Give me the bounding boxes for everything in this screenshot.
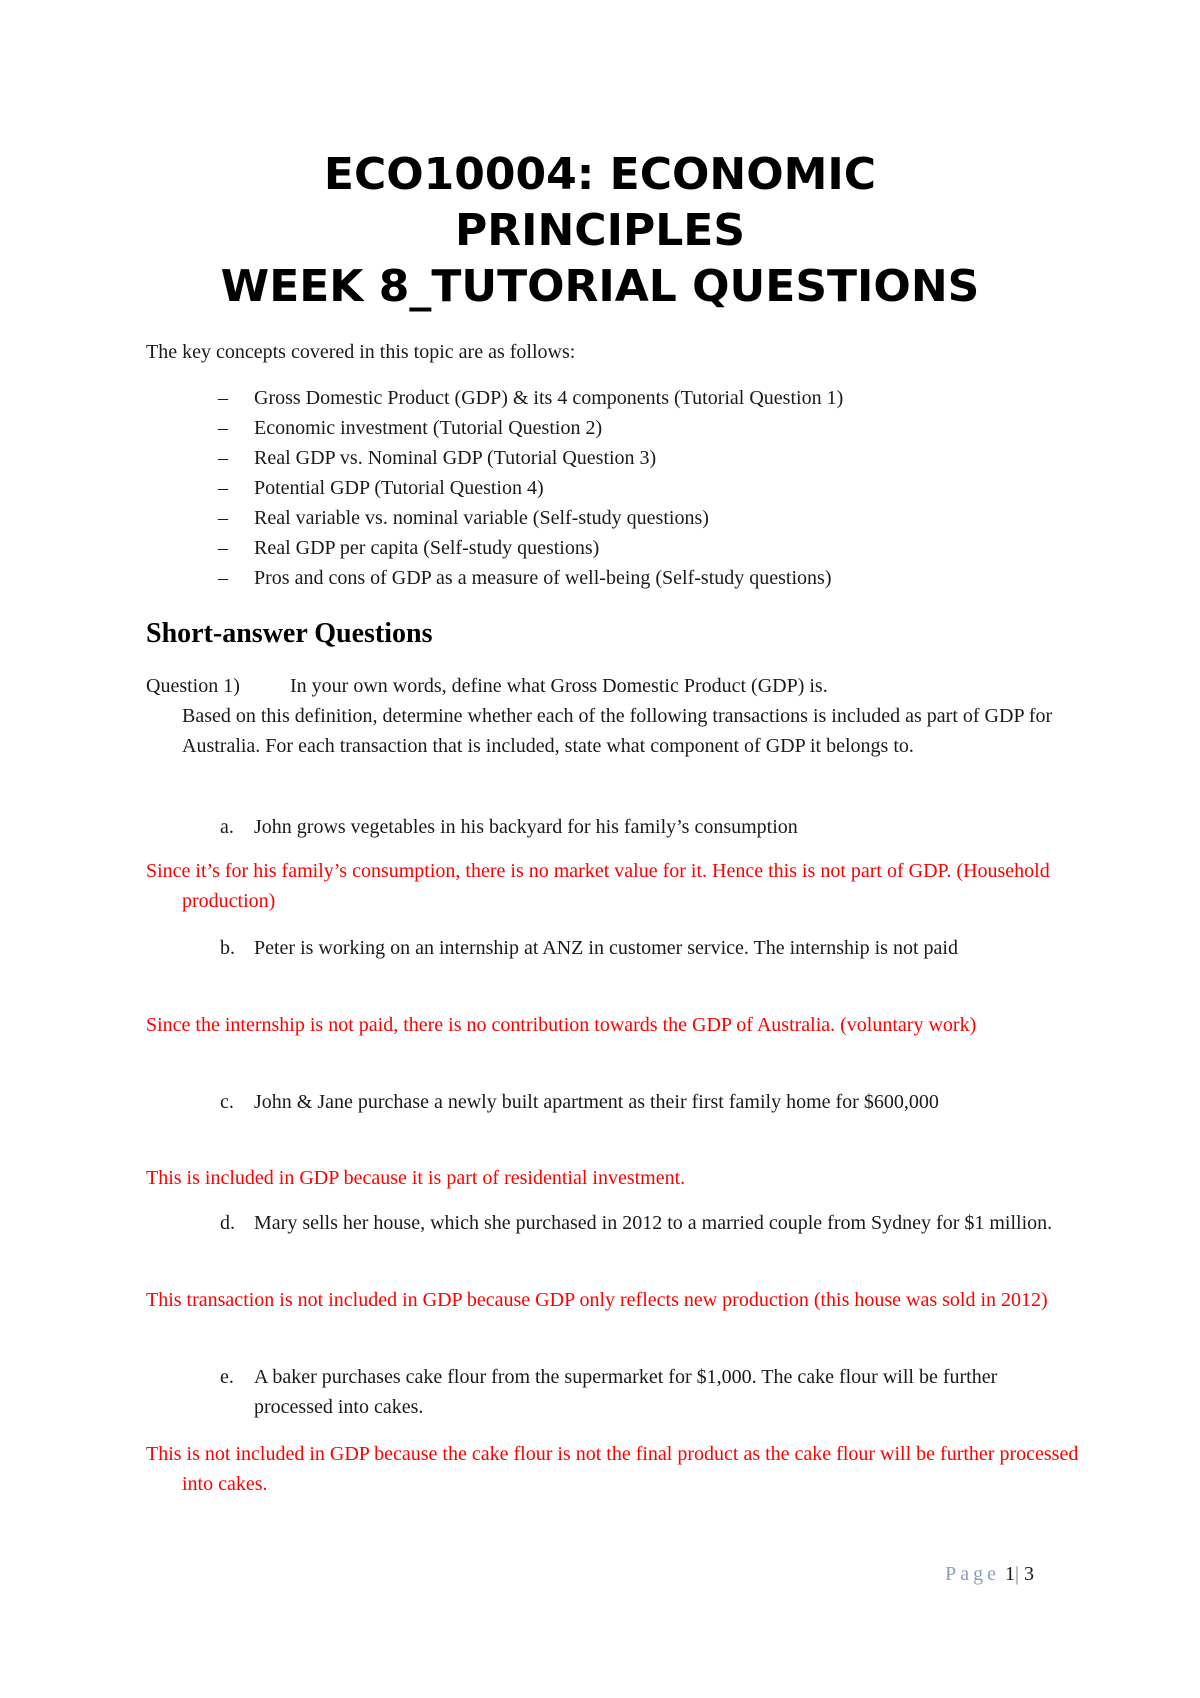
answer-a: Since it’s for his family’s consumption, there is no market value for it. Hence this is not part of GDP. (Household production) (146, 860, 1050, 912)
dash-bullet: – (218, 447, 228, 469)
list-item (146, 473, 843, 503)
intro-text: The key concepts covered in this topic are as follows: (146, 341, 576, 363)
dash-bullet: – (218, 477, 228, 499)
title-line-1: ECO10004: ECONOMIC (323, 149, 877, 200)
question-continuation: Based on this definition, determine whether each of the following transactions is included as part of GDP for Australia. For each transaction that is included, state what component of GDP it belongs to. (182, 705, 1053, 757)
concept-text: Real variable vs. nominal variable (Self-study questions) (254, 507, 709, 529)
dash-bullet: – (218, 567, 228, 589)
answer-c: This is included in GDP because it is part of residential investment. (146, 1167, 686, 1189)
list-item (146, 503, 843, 533)
concept-text: Economic investment (Tutorial Question 2) (254, 417, 603, 439)
item-letter: c. (220, 1091, 234, 1113)
concept-text: Real GDP per capita (Self-study questions) (254, 537, 600, 559)
concept-text: Pros and cons of GDP as a measure of well-being (Self-study questions) (254, 567, 832, 589)
question-1-line (146, 671, 1066, 701)
page-label: Page (945, 1563, 1000, 1585)
answer-e: This is not included in GDP because the cake flour is not the final product as the cake flour will be further processed into cakes. (146, 1443, 1079, 1495)
question-item-b (220, 933, 1070, 963)
page-total: 3 (1024, 1563, 1034, 1585)
concept-text: Real GDP vs. Nominal GDP (Tutorial Question 3) (254, 447, 657, 469)
question-item-a (220, 812, 1070, 842)
concept-text: Potential GDP (Tutorial Question 4) (254, 477, 544, 499)
item-letter: a. (220, 816, 234, 838)
page-separator: | (1014, 1563, 1019, 1585)
item-text: A baker purchases cake flour from the supermarket for $1,000. The cake flour will be further processed into cakes. (254, 1366, 998, 1418)
question-item-d (220, 1208, 1070, 1238)
list-item (146, 383, 843, 413)
question-text: In your own words, define what Gross Domestic Product (GDP) is. (290, 675, 828, 697)
item-letter: b. (220, 937, 235, 959)
list-item (146, 533, 843, 563)
page-number: 1 (1004, 1563, 1015, 1585)
dash-bullet: – (218, 537, 228, 559)
item-text: Mary sells her house, which she purchased in 2012 to a married couple from Sydney for $1 million. (254, 1212, 1053, 1234)
item-text: John & Jane purchase a newly built apartment as their first family home for $600,000 (254, 1091, 939, 1113)
list-item (146, 413, 843, 443)
question-number: Question 1) (146, 675, 240, 697)
dash-bullet: – (218, 417, 228, 439)
dash-bullet: – (218, 387, 228, 409)
dash-bullet: – (218, 507, 228, 529)
question-item-e (220, 1362, 1070, 1422)
title-line-3: WEEK 8_TUTORIAL QUESTIONS (220, 261, 980, 312)
title-line-2: PRINCIPLES (454, 205, 746, 256)
question-1 (146, 671, 1066, 761)
answer-b: Since the internship is not paid, there is no contribution towards the GDP of Australia. (voluntary work) (146, 1014, 977, 1036)
question-item-c (220, 1087, 1070, 1117)
list-item (146, 563, 843, 593)
key-concepts-list (146, 383, 843, 593)
item-text: John grows vegetables in his backyard for his family’s consumption (254, 816, 798, 838)
item-letter: d. (220, 1212, 235, 1234)
page-footer (0, 1559, 1034, 1589)
item-letter: e. (220, 1366, 234, 1388)
answer-d: This transaction is not included in GDP because GDP only reflects new production (this house was sold in 2012) (146, 1289, 1048, 1311)
list-item (146, 443, 843, 473)
item-text: Peter is working on an internship at ANZ in customer service. The internship is not paid (254, 937, 958, 959)
section-heading: Short-answer Questions (146, 618, 433, 649)
concept-text: Gross Domestic Product (GDP) & its 4 components (Tutorial Question 1) (254, 387, 844, 409)
